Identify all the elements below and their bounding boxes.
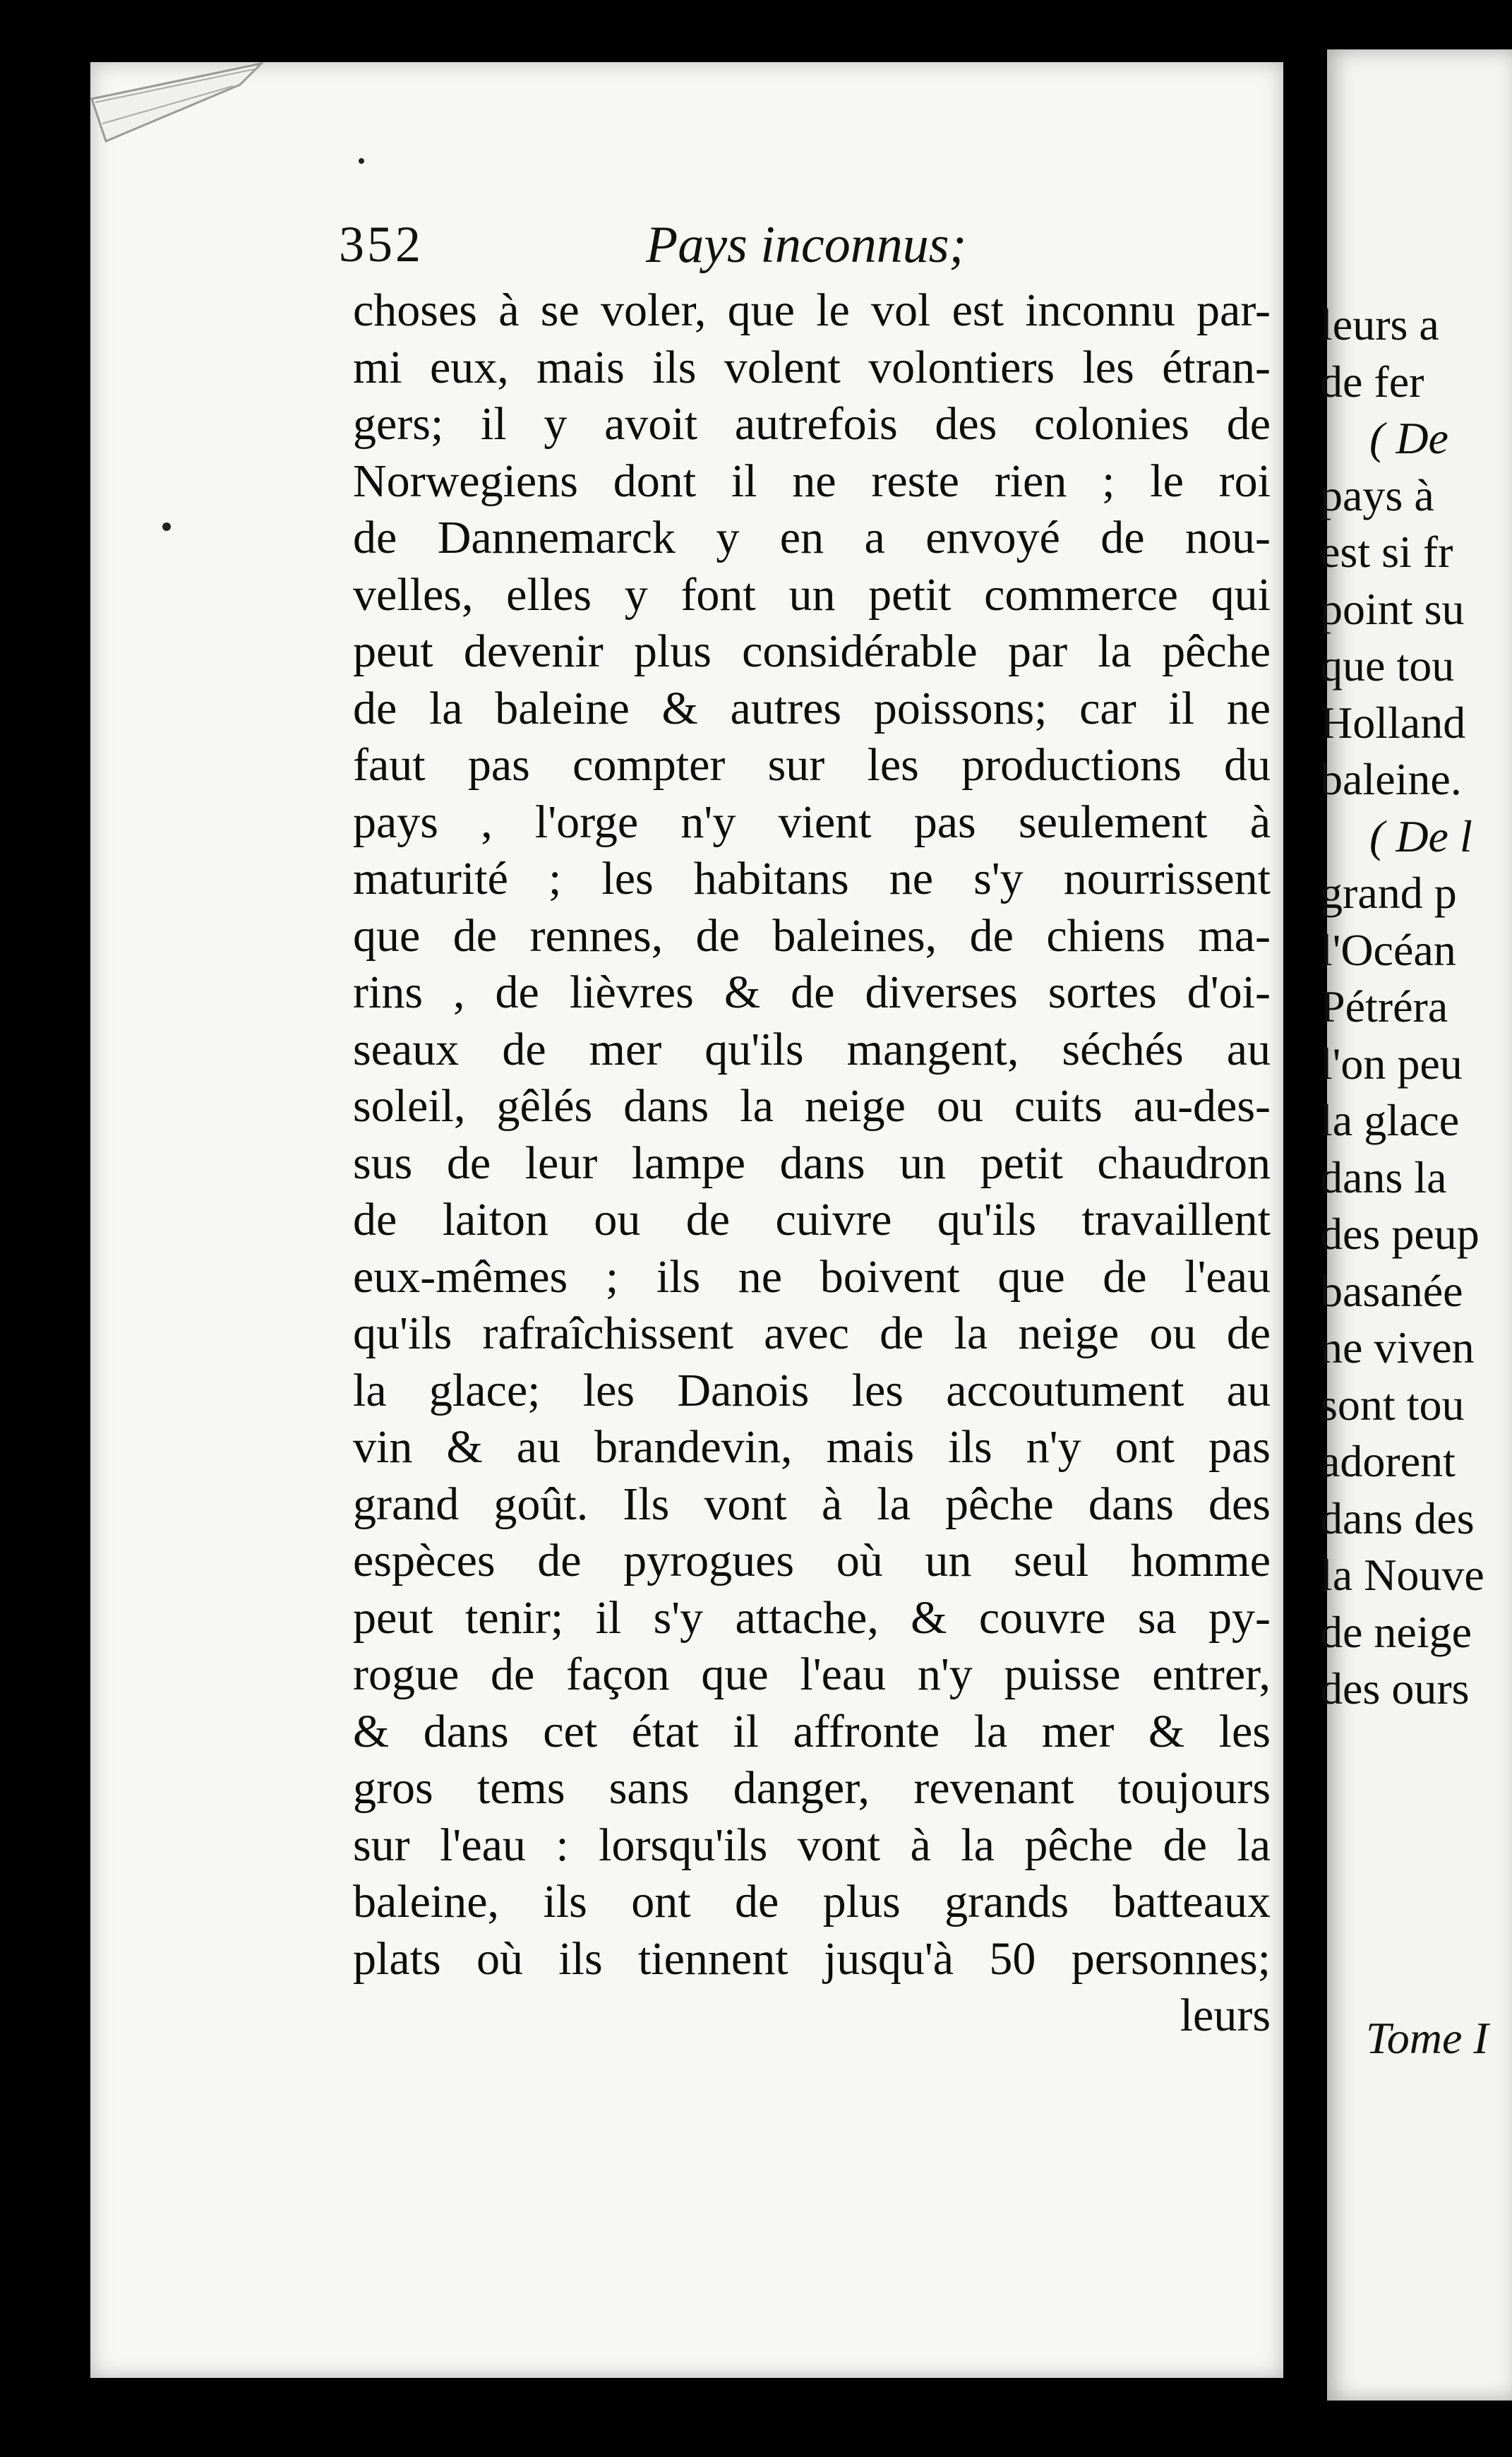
text-line: maturité ; les habitans ne s'y nourrissent xyxy=(353,853,1271,904)
text-line: eux-mêmes ; ils ne boivent que de l'eau xyxy=(353,1250,1271,1303)
page-number: 352 xyxy=(339,216,424,273)
text-line: baleine, ils ont de plus grands batteaux xyxy=(353,1876,1271,1927)
ink-speck xyxy=(359,158,364,164)
text-line: soleil, gêlés dans la neige ou cuits au-des- xyxy=(353,1080,1271,1132)
text-line: plats où ils tiennent jusqu'à 50 personnes; xyxy=(353,1932,1271,1985)
text-line: peut devenir plus considérable par la pêche xyxy=(353,626,1271,677)
facing-text-line: des peup xyxy=(1320,1209,1480,1259)
facing-text-line: la Nouve xyxy=(1320,1550,1484,1600)
text-line: leurs xyxy=(1180,1990,1271,2041)
facing-text-line: point su xyxy=(1320,583,1465,634)
text-line: choses à se voler, que le vol est inconnu par- xyxy=(353,285,1271,336)
text-line: de laiton ou de cuivre qu'ils travaillent xyxy=(353,1194,1271,1245)
facing-page-text xyxy=(1320,297,1512,1718)
text-line: Norwegiens dont il ne reste rien ; le roi xyxy=(353,455,1271,507)
facing-text-line: ne viven xyxy=(1320,1322,1475,1373)
facing-text-line: de neige xyxy=(1320,1606,1472,1657)
facing-text-line: grand p xyxy=(1320,868,1457,918)
facing-text-line: pays à xyxy=(1320,470,1434,520)
facing-text-line: basanée xyxy=(1320,1265,1463,1316)
facing-text-line: que tou xyxy=(1320,640,1455,691)
facing-text-line: sont tou xyxy=(1320,1379,1465,1430)
text-line: sur l'eau : lorsqu'ils vont à la pêche de la xyxy=(353,1819,1271,1871)
text-line: sus de leur lampe dans un petit chaudron xyxy=(353,1137,1271,1189)
facing-text-line: ( De l xyxy=(1369,811,1472,861)
text-line: gers; il y avoit autrefois des colonies de xyxy=(353,398,1271,450)
body-text xyxy=(353,282,1271,2045)
text-line: pays , l'orge n'y vient pas seulement à xyxy=(353,796,1271,848)
text-line: seaux de mer qu'ils mangent, séchés au xyxy=(353,1023,1271,1075)
facing-text-line: est si fr xyxy=(1320,527,1453,577)
text-line: que de rennes, de baleines, de chiens ma- xyxy=(353,909,1271,962)
show-through-text xyxy=(1327,1723,1512,1935)
running-title: Pays inconnus; xyxy=(646,216,967,274)
text-line: peut tenir; il s'y attache, & couvre sa py- xyxy=(353,1591,1271,1644)
facing-text-line: Pétréra xyxy=(1320,981,1448,1032)
text-line: & dans cet état il affronte la mer & les xyxy=(353,1705,1271,1757)
facing-text-line: baleine. xyxy=(1320,754,1462,804)
text-line: espèces de pyrogues où un seul homme xyxy=(353,1535,1271,1586)
text-line: faut pas compter sur les productions du xyxy=(353,739,1271,791)
text-line: rins , de lièvres & de diverses sortes d'oi- xyxy=(353,967,1271,1018)
text-line: qu'ils rafraîchissent avec de la neige ou de xyxy=(353,1308,1271,1359)
text-line: gros tems sans danger, revenant toujours xyxy=(353,1762,1271,1814)
facing-text-line: de fer xyxy=(1320,356,1424,407)
text-line: velles, elles y font un petit commerce qui xyxy=(353,568,1271,621)
facing-text-line: l'on peu xyxy=(1320,1038,1463,1089)
facing-text-line: dans la xyxy=(1320,1152,1447,1202)
facing-text-line: adorent xyxy=(1320,1436,1456,1486)
text-line: la glace; les Danois les accoutument au xyxy=(353,1364,1271,1416)
text-line: de la baleine & autres poissons; car il ne xyxy=(353,682,1271,734)
facing-text-line: ( De xyxy=(1369,413,1448,463)
text-line: vin & au brandevin, mais ils n'y ont pas xyxy=(353,1421,1271,1473)
facing-text-line: leurs a xyxy=(1320,299,1439,349)
corner-fold xyxy=(85,56,268,148)
facing-text-line: dans des xyxy=(1320,1493,1475,1543)
facing-text-line: la glace xyxy=(1320,1095,1460,1145)
facing-text-line: l'Océan xyxy=(1320,924,1456,975)
facing-text-line: Holland xyxy=(1320,697,1466,748)
facing-text-line: des ours xyxy=(1320,1663,1470,1714)
text-line: de Dannemarck y en a envoyé de nou- xyxy=(353,512,1271,563)
text-line: rogue de façon que l'eau n'y puisse entrer, xyxy=(353,1649,1271,1700)
text-line: grand goût. Ils vont à la pêche dans des xyxy=(353,1478,1271,1530)
signature-mark: Tome I xyxy=(1366,2013,1489,2063)
text-line: mi eux, mais ils volent volontiers les étran- xyxy=(353,341,1271,393)
ink-speck xyxy=(162,522,171,531)
